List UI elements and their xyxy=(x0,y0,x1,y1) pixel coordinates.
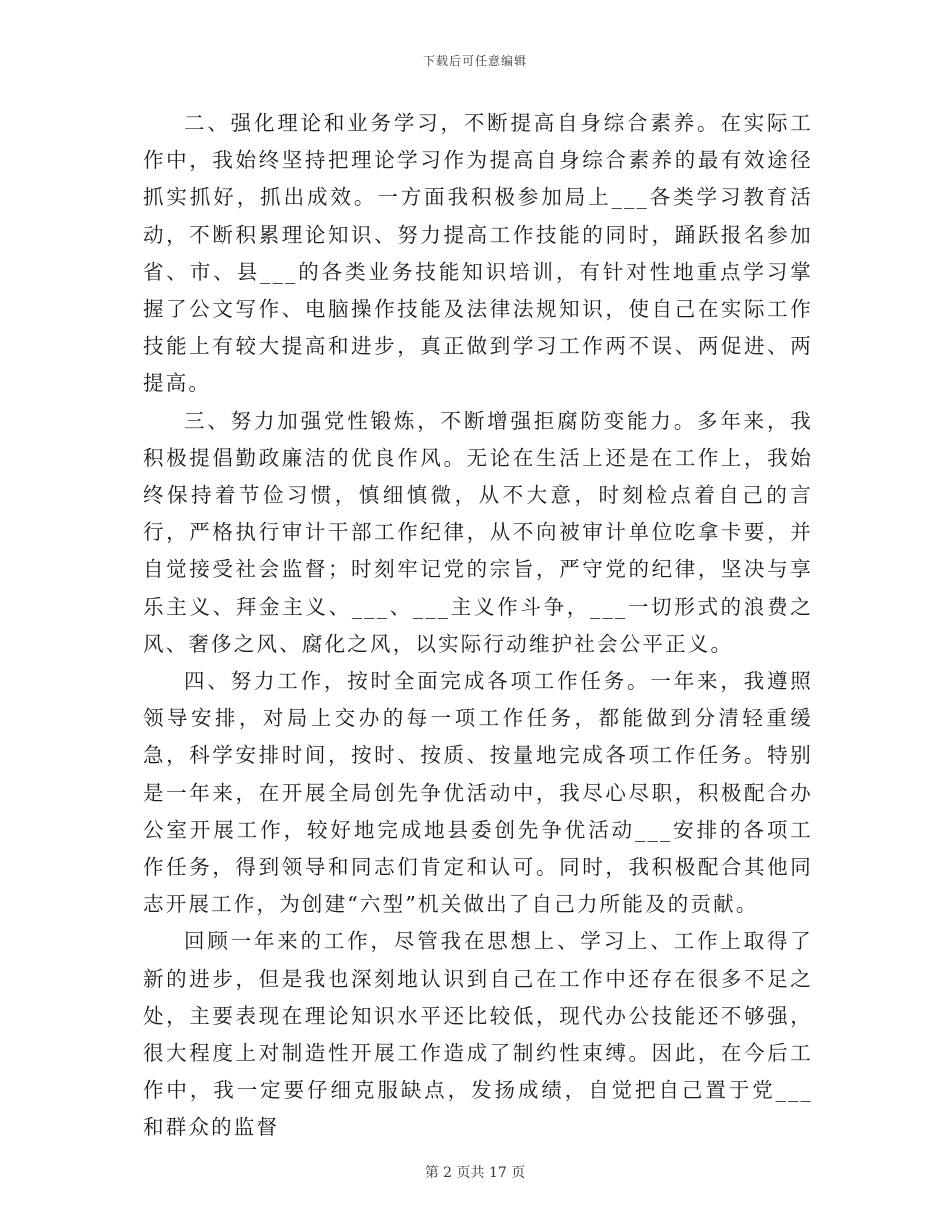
paragraph-review: 回顾一年来的工作，尽管我在思想上、学习上、工作上取得了新的进步，但是我也深刻地认识到自己在工作中还存在很多不足之处，主要表现在理论知识水平还比较低，现代办公技能还不够强，很大程度上对制造性开展工作造成了制约性束缚。因此，在今后工作中，我一定要仔细克服缺点，发扬成绩，自觉把自己置于党___和群众的监督 xyxy=(143,929,813,1140)
paragraph-integrity: 三、努力加强党性锻炼，不断增强拒腐防变能力。多年来，我积极提倡勤政廉洁的优良作风。无论在生活上还是在工作上，我始终保持着节俭习惯，慎细慎微，从不大意，时刻检点着自己的言行，严格执行审计干部工作纪律，从不向被审计单位吃拿卡要，并自觉接受社会监督；时刻牢记党的宗旨，严守党的纪律，坚决与享乐主义、拜金主义、___、___主义作斗争，___一切形式的浪费之风、奢侈之风、腐化之风，以实际行动维护社会公平正义。 xyxy=(143,408,813,656)
document-body xyxy=(143,105,813,1147)
page-number: 第 2 页共 17 页 xyxy=(424,1165,526,1181)
paragraph-study: 二、强化理论和业务学习，不断提高自身综合素养。在实际工作中，我始终坚持把理论学习作为提高自身综合素养的最有效途径抓实抓好，抓出成效。一方面我积极参加局上___各类学习教育活动，不断积累理论知识、努力提高工作技能的同时，踊跃报名参加省、市、县___的各类业务技能知识培训，有针对性地重点学习掌握了公文写作、电脑操作技能及法律法规知识，使自己在实际工作技能上有较大提高和进步，真正做到学习工作两不误、两促进、两提高。 xyxy=(143,111,813,396)
page-header: 下载后可任意编辑 xyxy=(422,54,527,68)
paragraph-work-tasks: 四、努力工作，按时全面完成各项工作任务。一年来，我遵照领导安排，对局上交办的每一项工作任务，都能做到分清轻重缓急，科学安排时间，按时、按质、按量地完成各项工作任务。特别是一年来，在开展全局创先争优活动中，我尽心尽职，积极配合办公室开展工作，较好地完成地县委创先争优活动___安排的各项工作任务，得到领导和同志们肯定和认可。同时，我积极配合其他同志开展工作，为创建“六型”机关做出了自己力所能及的贡献。 xyxy=(143,669,813,917)
